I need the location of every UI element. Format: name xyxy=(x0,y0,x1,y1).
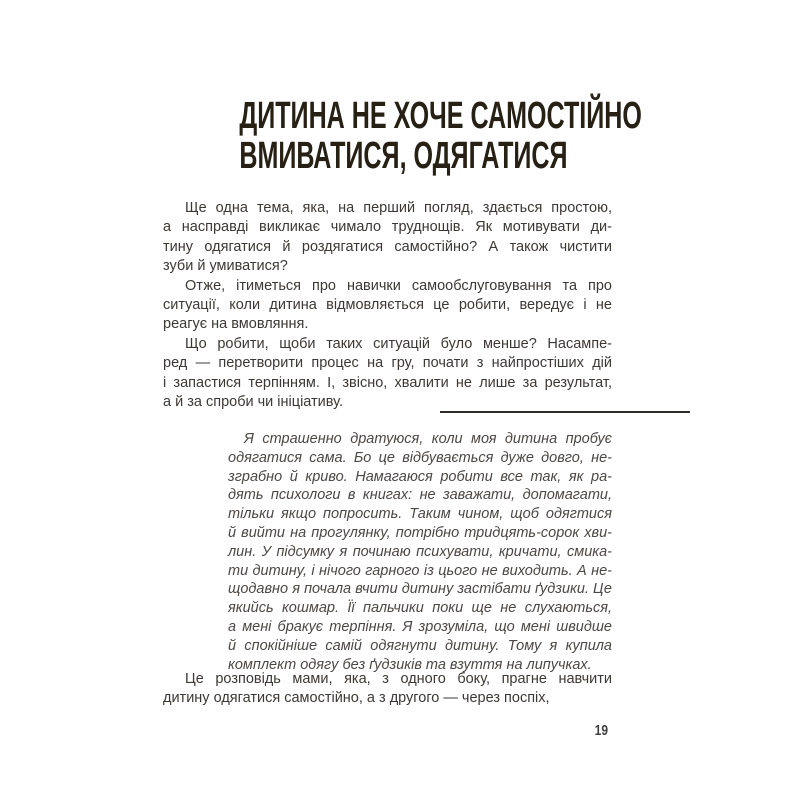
text-column xyxy=(163,0,642,800)
quote-line: й спокійніше самій одягнути дитину. Тому я купила xyxy=(228,637,612,654)
quote-line: а мені бракує терпіння. Я зрозуміла, що мені швидше xyxy=(228,618,612,635)
chapter-title-line-1: ДИТИНА НЕ ХОЧЕ САМОСТІЙНО xyxy=(239,95,642,137)
body-line: Ще одна тема, яка, на перший погляд, здається простою, xyxy=(185,200,612,216)
quote-line: лин. У підсумку я починаю психувати, кричати, смика- xyxy=(228,543,612,560)
section-divider-rule xyxy=(440,411,690,413)
quote-line: комплект одягу без ґудзиків та взуття на липучках. xyxy=(228,656,592,673)
quote-line: якийсь кошмар. Її пальчики поки ще не слухаються, xyxy=(228,600,612,617)
body-paragraph-2 xyxy=(163,277,612,335)
quote-line: Я страшенно дратуюся, коли моя дитина пробує xyxy=(244,431,612,447)
chapter-title xyxy=(163,95,642,177)
page-number: 19 xyxy=(594,722,608,739)
body-line: Отже, ітиметься про навички самообслуговування та про xyxy=(185,277,612,294)
body-line: і запастися терпінням. І, звісно, хвалити не лише за результат, xyxy=(163,374,612,391)
body-line: а насправді викликає чимало труднощів. Як мотивувати ди- xyxy=(163,219,612,236)
quote-line: тільки якщо попросить. Таким чином, щоб одягтися xyxy=(228,506,612,523)
body-line: а й за спроби чи ініціативу. xyxy=(163,393,343,410)
body-line: тину одягатися й роздягатися самостійно? А також чистити xyxy=(163,238,612,255)
quote-line: зграбно й криво. Намагаюся робити все так, як ра- xyxy=(228,468,612,485)
body-paragraph-3 xyxy=(163,335,612,413)
chapter-title-line-2: ВМИВАТИСЯ, ОДЯГАТИСЯ xyxy=(239,135,568,177)
body-text xyxy=(163,199,612,412)
body-line: ситуації, коли дитина відмовляється це робити, вередує і не xyxy=(163,296,612,313)
body-line: Це розповідь мами, яка, з одного боку, прагне навчити xyxy=(185,671,612,687)
parent-quote xyxy=(228,430,612,674)
body-line: зуби й умиватися? xyxy=(163,258,288,275)
quote-line: дять психологи в книгах: не заважати, допомагати, xyxy=(228,487,612,504)
quote-line: й вийти на прогулянку, потрібно тридцять-сорок хви- xyxy=(228,524,612,541)
body-line: дитину одягатися самостійно, а з другого — через поспіх, xyxy=(163,690,550,707)
body-line: реагує на вмовляння. xyxy=(163,316,309,333)
body-line: Що робити, щоби таких ситуацій було менше? Насампе- xyxy=(185,335,612,352)
quote-line: щодавно я почала вчити дитину застібати ґудзики. Це xyxy=(228,581,612,598)
body-paragraph-1 xyxy=(163,199,612,277)
quote-line: ти дитину, і нічого гарного із цього не виходить. А не- xyxy=(228,562,612,579)
body-line: ред — перетворити процес на гру, почати з найпростіших дій xyxy=(163,355,612,372)
quote-line: одягатися сама. Бо це відбувається дуже довго, не- xyxy=(228,449,612,466)
closing-paragraph xyxy=(163,670,612,709)
